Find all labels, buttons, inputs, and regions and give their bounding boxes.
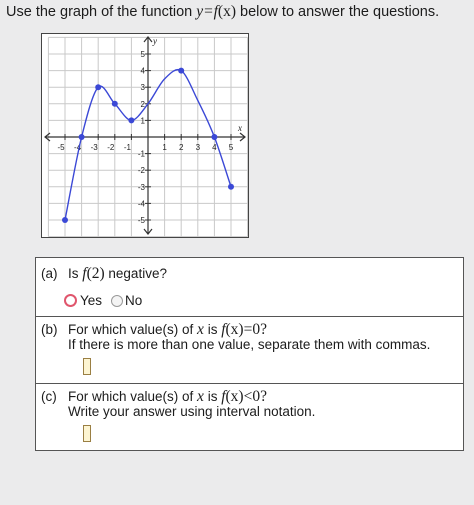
question-c-prefix: For which value(s) of [68,389,198,404]
y-tick-label: -5 [137,216,145,225]
y-tick-label: 4 [140,66,145,76]
y-tick-label: -4 [137,199,145,209]
x-tick-label: -3 [90,143,98,152]
curve-point [128,117,134,123]
question-b-arg: (x) [225,321,244,338]
answer-b-input[interactable] [83,358,91,375]
curve-point [95,84,101,90]
x-tick-label: 2 [178,143,184,152]
question-a-arg: (2) [86,265,105,282]
y-tick-label: -2 [137,166,145,176]
answer-c-input[interactable] [83,425,91,442]
question-c-label: (c) [41,389,57,404]
question-c-mid: is [203,389,222,404]
curve-point [228,184,234,190]
question-a-prefix: Is [68,266,83,281]
x-tick-label: 5 [228,143,234,152]
radio-no-label[interactable]: No [125,293,143,308]
y-tick-label: 1 [140,116,145,126]
question-b-func: f [221,321,226,338]
question-a-suffix: negative? [104,266,167,281]
question-a-text [68,265,167,283]
graph-canvas [42,34,248,237]
radio-yes[interactable] [64,294,77,307]
question-b-cond: =0? [243,321,267,338]
question-b-var: x [197,321,204,338]
y-axis-label: y [153,36,157,46]
question-a-label: (a) [41,266,58,281]
x-tick-label: -5 [57,143,65,152]
y-tick-label: 2 [140,99,145,109]
x-tick-label: 1 [162,143,167,152]
radio-no[interactable] [111,295,123,307]
question-c [36,383,463,451]
question-b-label: (b) [41,322,58,337]
curve-point [112,101,118,107]
question-c-line2: Write your answer using interval notation. [68,404,316,419]
instruction-func: y=f [196,3,218,20]
instruction-prefix: Use the graph of the function [6,4,197,20]
question-c-arg: (x) [225,388,244,405]
question-c-func: f [221,388,226,405]
question-b-prefix: For which value(s) of [68,322,198,337]
curve-point [62,217,68,223]
function-graph [41,33,249,238]
curve-point [211,134,217,140]
y-tick-label: 5 [140,50,145,59]
question-b-mid: is [203,322,222,337]
x-tick-label: -2 [107,143,115,152]
question-a-func: f [82,265,87,282]
x-tick-label: -1 [123,143,131,152]
instruction-suffix: below to answer the questions. [235,4,440,20]
question-c-cond: <0? [243,388,267,405]
questions-panel [35,257,464,451]
x-axis-label: x [238,123,242,133]
y-tick-label: -3 [137,182,145,192]
y-tick-label: -1 [137,149,145,159]
x-tick-label: 3 [195,143,201,152]
question-c-var: x [197,388,204,405]
y-tick-label: 3 [140,83,145,93]
question-b [36,316,463,383]
radio-yes-label[interactable]: Yes [80,293,103,308]
curve-point [79,134,85,140]
curve-point [178,68,184,74]
instruction-text [6,3,439,21]
x-tick-label: 4 [212,143,217,152]
instruction-arg: (x) [217,3,236,20]
question-a [36,258,463,316]
x-tick-label: -4 [74,143,82,152]
question-b-line2: If there is more than one value, separate them with commas. [68,337,431,352]
